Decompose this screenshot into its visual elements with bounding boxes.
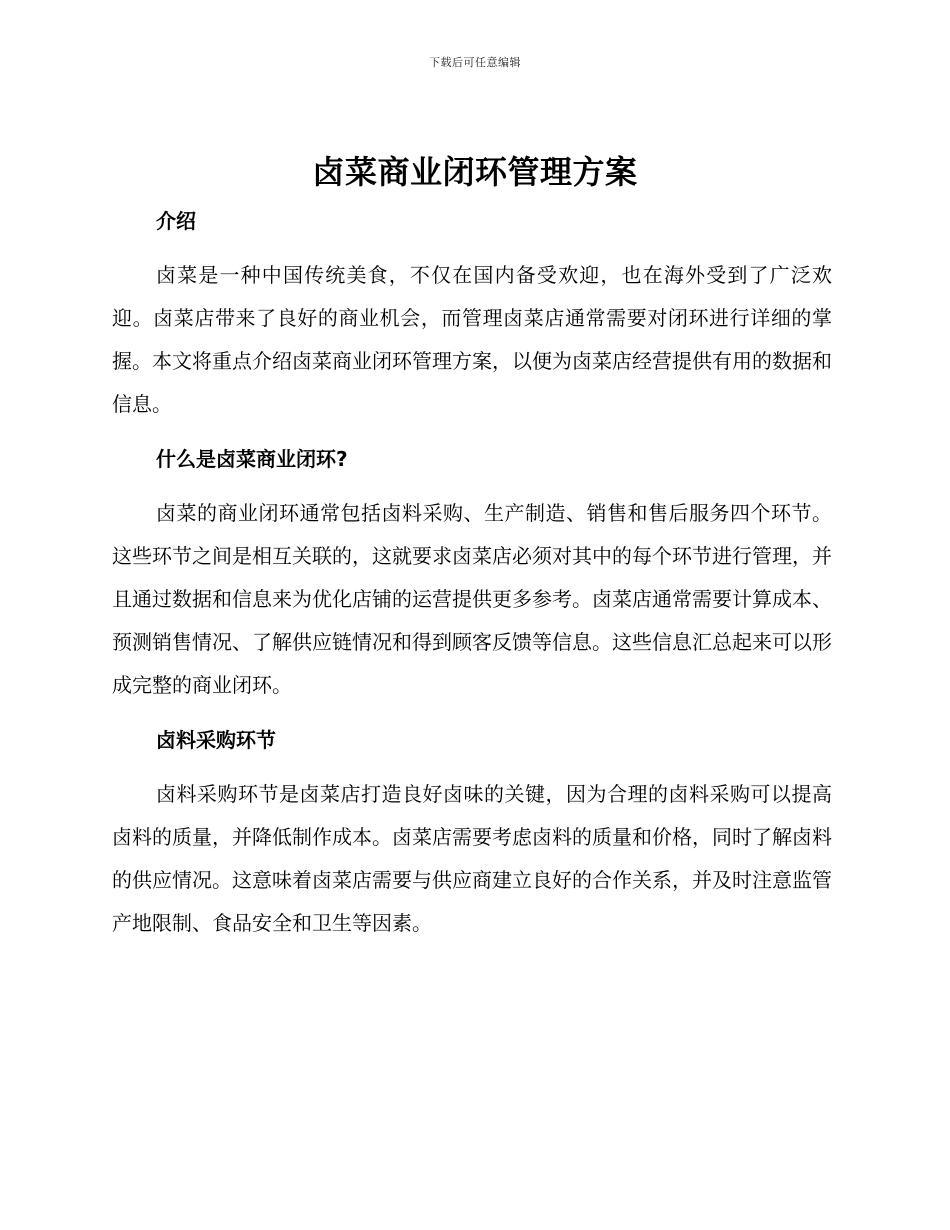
section-paragraph-intro: 卤菜是一种中国传统美食，不仅在国内备受欢迎，也在海外受到了广泛欢迎。卤菜店带来了良好的商业机会，而管理卤菜店通常需要对闭环进行详细的掌握。本文将重点介绍卤菜商业闭环管理方案，以便为卤菜店经营提供有用的数据和信息。 <box>112 263 832 416</box>
header-note: 下载后可任意编辑 <box>429 56 521 69</box>
section-paragraph-procurement: 卤料采购环节是卤菜店打造良好卤味的关键，因为合理的卤料采购可以提高卤料的质量，并降低制作成本。卤菜店需要考虑卤料的质量和价格，同时了解卤料的供应情况。这意味着卤菜店需要与供应商建立良好的合作关系，并及时注意监管产地限制、食品安全和卫生等因素。 <box>112 782 832 935</box>
section-heading-procurement: 卤料采购环节 <box>156 728 276 752</box>
section-heading-intro: 介绍 <box>156 209 196 233</box>
section-heading-closed-loop: 什么是卤菜商业闭环? <box>156 447 348 471</box>
document-body <box>112 204 832 945</box>
section-paragraph-closed-loop: 卤菜的商业闭环通常包括卤料采购、生产制造、销售和售后服务四个环节。这些环节之间是相互关联的，这就要求卤菜店必须对其中的每个环节进行管理，并且通过数据和信息来为优化店铺的运营提供更多参考。卤菜店通常需要计算成本、预测销售情况、了解供应链情况和得到顾客反馈等信息。这些信息汇总起来可以形成完整的商业闭环。 <box>112 501 832 697</box>
document-title: 卤菜商业闭环管理方案 <box>312 153 638 191</box>
